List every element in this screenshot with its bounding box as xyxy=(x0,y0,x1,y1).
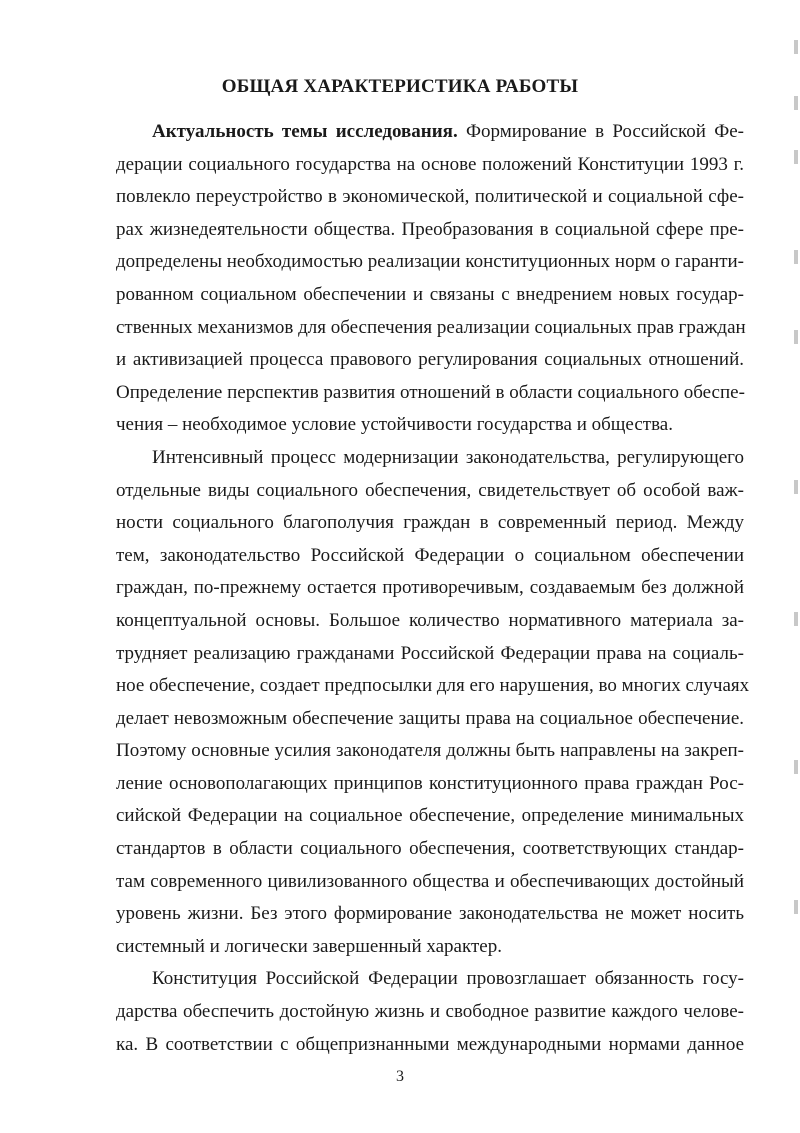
paragraph-1-line: дерации социального государства на основе положений Конституции 1993 г. xyxy=(116,153,744,175)
paragraph-3-line: дарства обеспечить достойную жизнь и свободное развитие каждого челове- xyxy=(116,1001,744,1023)
paragraph-1-line: чения – необходимое условие устойчивости государства и общества. xyxy=(116,414,673,436)
paragraph-1-line: рах жизнедеятельности общества. Преобразования в социальной сфере пре- xyxy=(116,218,744,240)
paragraph-2-line: ное обеспечение, создает предпосылки для его нарушения, во многих случаях xyxy=(116,675,750,697)
body-text xyxy=(116,116,750,1061)
scan-mark xyxy=(794,96,798,110)
scan-mark xyxy=(794,150,798,164)
paragraph-2-line: сийской Федерации на социальное обеспечение, определение минимальных xyxy=(116,805,744,827)
paragraph-1-line: Определение перспектив развития отношений в области социального обеспе- xyxy=(116,381,745,403)
page-number: 3 xyxy=(396,1068,404,1085)
paragraph-2-line: там современного цивилизованного общества и обеспечивающих достойный xyxy=(116,870,744,892)
lead-heading: Актуальность темы исследования. xyxy=(152,121,458,142)
paragraph-2-line: системный и логически завершенный характер. xyxy=(116,935,502,957)
paragraph-2-line: концептуальной основы. Большое количество нормативного материала за- xyxy=(116,609,744,631)
scan-mark xyxy=(794,760,798,774)
paragraph-1-line: повлекло переустройство в экономической, политической и социальной сфе- xyxy=(116,186,744,208)
scan-mark xyxy=(794,330,798,344)
scan-mark xyxy=(794,480,798,494)
paragraph-2-line: стандартов в области социального обеспечения, соответствующих стандар- xyxy=(116,838,744,860)
paragraph-3-line: Конституция Российской Федерации провозглашает обязанность госу- xyxy=(152,968,744,990)
paragraph-1-line: и активизацией процесса правового регулирования социальных отношений. xyxy=(116,349,744,371)
paragraph-3-line: ка. В соответствии с общепризнанными международными нормами данное xyxy=(116,1033,744,1055)
paragraph-2-line: ности социального благополучия граждан в современный период. Между xyxy=(116,512,744,534)
scan-mark xyxy=(794,900,798,914)
paragraph-2-line: трудняет реализацию гражданами Российской Федерации права на социаль- xyxy=(116,642,744,664)
scan-mark xyxy=(794,40,798,54)
paragraph-2-line: тем, законодательство Российской Федерации о социальном обеспечении xyxy=(116,544,744,566)
paragraph-2-line: граждан, по-прежнему остается противоречивым, создаваемым без должной xyxy=(116,577,744,599)
section-title: ОБЩАЯ ХАРАКТЕРИСТИКА РАБОТЫ xyxy=(221,76,579,97)
scan-mark xyxy=(794,612,798,626)
paragraph-1-line: рованном социальном обеспечении и связаны с внедрением новых государ- xyxy=(116,283,744,305)
paragraph-1-line-text: Формирование в Российской Фе- xyxy=(465,121,745,142)
paragraph-2-line: делает невозможным обеспечение защиты права на социальное обеспечение. xyxy=(116,707,744,729)
paragraph-1-line xyxy=(116,116,744,149)
paragraph-1-line: допределены необходимостью реализации конституционных норм о гаранти- xyxy=(116,251,744,273)
paragraph-2-line: Интенсивный процесс модернизации законодательства, регулирующего xyxy=(152,446,744,468)
paragraph-2-line: ление основополагающих принципов конституционного права граждан Рос- xyxy=(116,772,744,794)
paragraph-2-line: уровень жизни. Без этого формирование законодательства не может носить xyxy=(116,903,744,925)
paragraph-1-line: ственных механизмов для обеспечения реализации социальных прав граждан xyxy=(116,316,746,338)
paragraph-2-line: Поэтому основные усилия законодателя должны быть направлены на закреп- xyxy=(116,740,744,762)
paragraph-2-line: отдельные виды социального обеспечения, свидетельствует об особой важ- xyxy=(116,479,744,501)
scan-edge-artifacts xyxy=(790,0,800,1133)
scan-mark xyxy=(794,250,798,264)
